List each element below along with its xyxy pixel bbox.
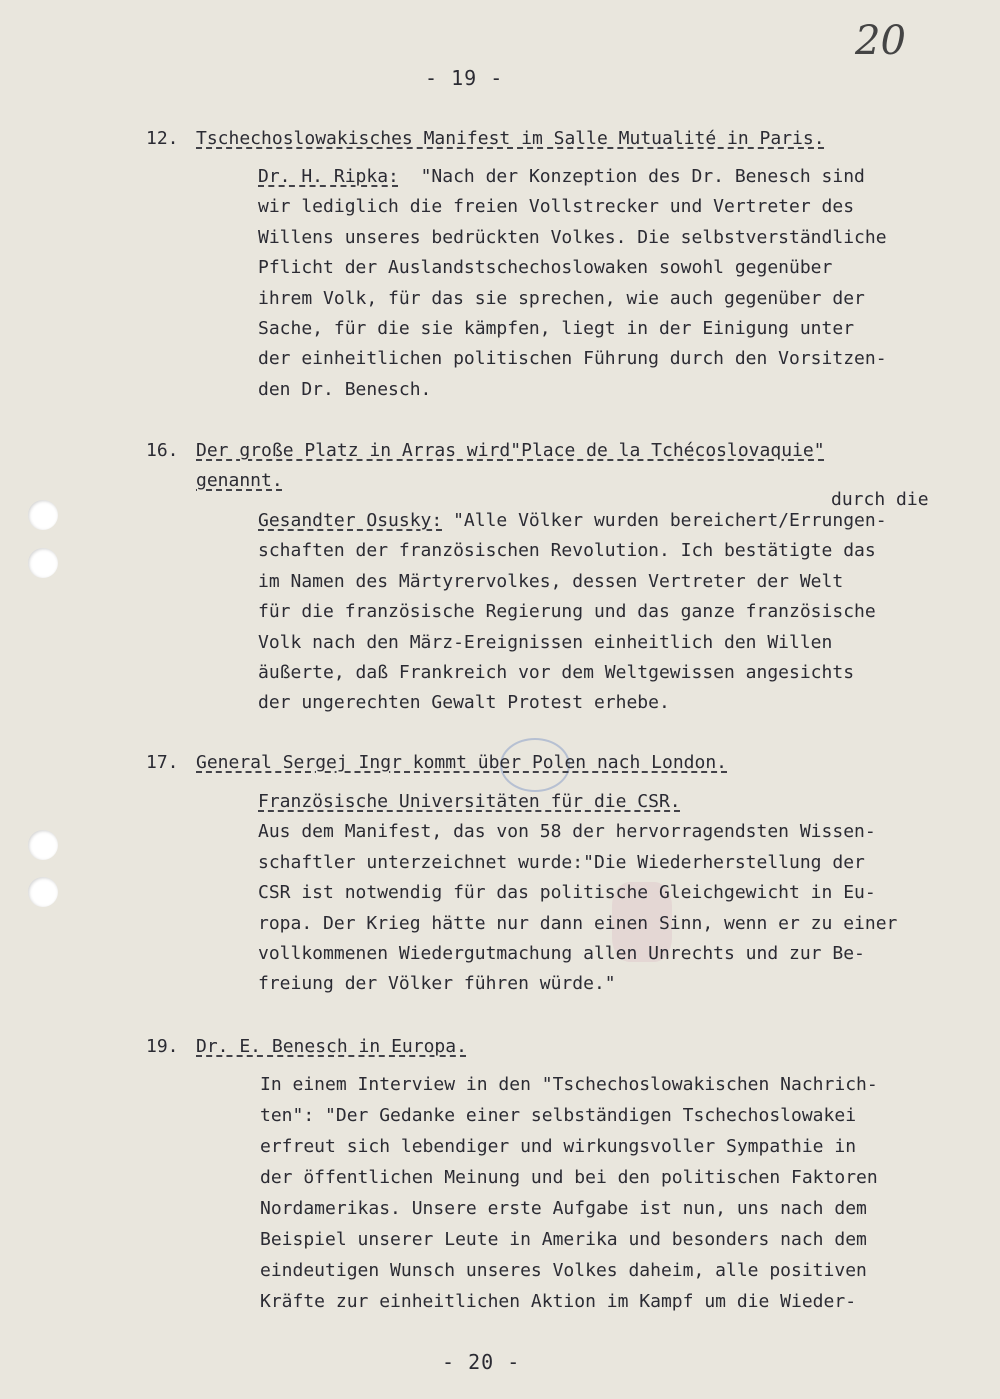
page-number-bottom: - 20 - xyxy=(442,1350,521,1374)
entry-body: Französische Universitäten für die CSR. Aus dem Manifest, das von 58 der hervorragendsten Wissen- schaftler unterzeichnet wurde:"Die Wiederherstellung der CSR ist notwendig für das politische Gleichgewicht in Eu- ropa. Der Krieg hätte nur dann einen Sinn, wenn er zu einer vollkommenen Wiedergutmachung allen Unrechts und zur Be- freiung der Völker führen würde." xyxy=(258,791,898,995)
entry-heading: General Sergej Ingr kommt über Polen nach London. xyxy=(196,752,728,773)
speaker-label: Dr. H. Ripka: xyxy=(258,166,399,187)
handwritten-page-number: 20 xyxy=(855,18,906,64)
entry-body: Dr. H. Ripka: "Nach der Konzeption des Dr. Benesch sind wir lediglich die freien Vollstrecker und Vertreter des Willens unseres bedrückten Volkes. Die selbstverständliche Pflicht der Auslandstschechoslowaken sowohl gegenüber ihrem Volk, für das sie sprechen, wie auch gegenüber der Sache, für die sie kämpfen, liegt in der Einigung unter der einheitlichen politischen Führung durch den Vorsitzen- den Dr. Benesch. xyxy=(258,166,887,400)
entry-heading-continued: genannt. xyxy=(196,470,283,491)
entry-heading: Dr. E. Benesch in Europa. xyxy=(196,1036,467,1057)
entry-heading: Tschechoslowakisches Manifest im Salle Mutualité in Paris. xyxy=(196,128,825,149)
punch-hole xyxy=(28,830,58,860)
entry-body: In einem Interview in den "Tschechoslowakischen Nachrich- ten": "Der Gedanke einer selbständigen Tschechoslowakei erfreut sich lebendiger und wirkungsvoller Sympathie in der öffentlichen Meinung und bei den politischen Faktoren Nordamerikas. Unsere erste Aufgabe ist nun, uns nach dem Beispiel unserer Leute in Amerika und besonders nach dem eindeutigen Wunsch unseres Volkes daheim, alle positiven Kräfte zur einheitlichen Aktion im Kampf um die Wieder- xyxy=(260,1074,878,1312)
inserted-words: durch die xyxy=(831,489,929,510)
entry-number: 12. xyxy=(146,128,179,149)
punch-hole xyxy=(28,500,58,530)
entry-subheading: Französische Universitäten für die CSR. xyxy=(258,791,681,812)
entry-heading: Der große Platz in Arras wird"Place de la Tchécoslovaquie" xyxy=(196,440,825,461)
entry-body: Gesandter Osusky: "Alle Völker wurden bereichert/Errungen- schaften der französischen Revolution. Ich bestätigte das im Namen des Märtyrervolkes, dessen Vertreter der Welt für die französische Regierung und das ganze französische Volk nach den März-Ereignissen einheitlich den Willen äußerte, daß Frankreich vor dem Weltgewissen angesichts der ungerechten Gewalt Protest erhebe. xyxy=(258,510,887,714)
entry-number: 17. xyxy=(146,752,179,773)
entry-number: 19. xyxy=(146,1036,179,1057)
page-number-top: - 19 - xyxy=(425,66,504,90)
punch-hole xyxy=(28,877,58,907)
punch-hole xyxy=(28,548,58,578)
speaker-label: Gesandter Osusky: xyxy=(258,510,443,531)
entry-number: 16. xyxy=(146,440,179,461)
